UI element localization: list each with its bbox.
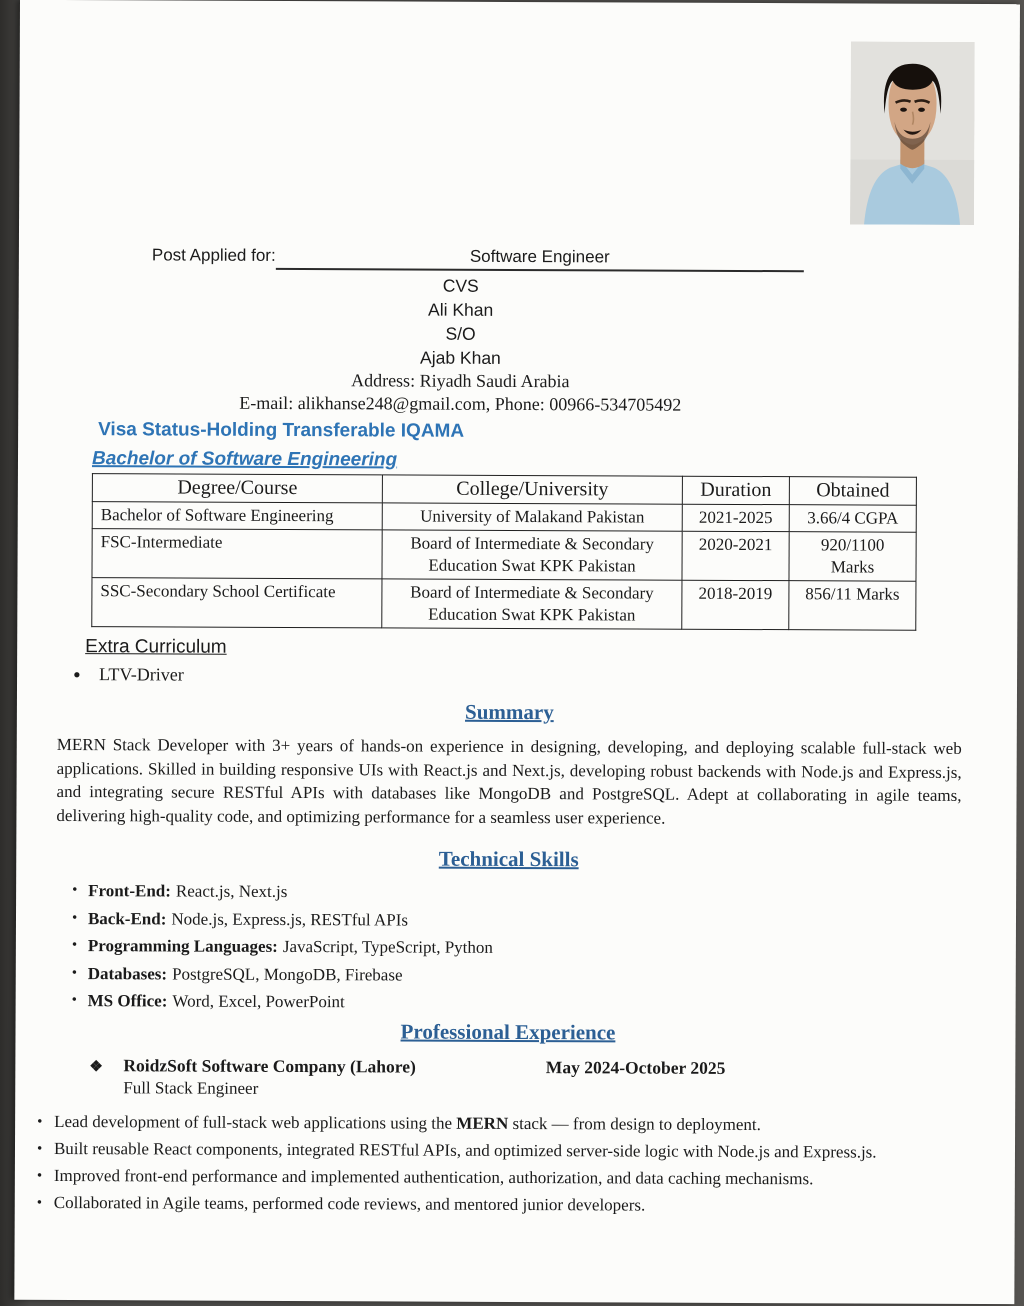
skill-value: JavaScript, TypeScript, Python: [282, 936, 493, 957]
extra-curriculum-title: Extra Curriculum: [85, 636, 227, 658]
resume-page: [14, 0, 1020, 1304]
skill-label: Databases:: [87, 963, 168, 983]
post-applied-label: Post Applied for:: [151, 245, 276, 265]
cell-degree: SSC-Secondary School Certificate: [92, 578, 382, 628]
table-row: [92, 529, 916, 582]
bullet-text: Improved front-end performance and implemented authentication, authorization, and data caching mechanisms.: [53, 1165, 814, 1188]
education-section-title: Bachelor of Software Engineering: [91, 448, 398, 471]
cell-degree: Bachelor of Software Engineering: [92, 502, 382, 530]
summary-heading: Summary: [465, 699, 554, 725]
cell-college: Board of Intermediate & Secondary Education Swat KPK Pakistan: [382, 579, 682, 629]
professional-experience-heading: Professional Experience: [400, 1018, 616, 1044]
cell-obtained: 3.66/4 CGPA: [789, 505, 916, 533]
experience-bullet: [37, 1163, 927, 1191]
skill-value: Word, Excel, PowerPoint: [172, 991, 345, 1012]
skill-value: Node.js, Express.js, RESTful APIs: [171, 908, 409, 930]
main-sections: [55, 698, 961, 1046]
experience-bullet: [37, 1136, 927, 1164]
col-college: College/University: [382, 475, 682, 504]
cell-degree: FSC-Intermediate: [92, 529, 382, 579]
applicant-photo: [850, 41, 975, 225]
bullet-text: Built reusable React components, integrated RESTful APIs, and optimized server-side logic with Node.js and Express.js.: [53, 1138, 877, 1162]
company-name: RoidzSoft Software Company (Lahore): [123, 1054, 416, 1077]
experience-company-row: [89, 1055, 725, 1079]
bullet-text: stack — from design to deployment.: [508, 1113, 761, 1134]
cell-college: University of Malakand Pakistan: [382, 503, 682, 531]
skill-item: [72, 990, 961, 1015]
skill-label: Back-End:: [87, 908, 167, 928]
skill-label: Front-End:: [88, 881, 171, 901]
cell-obtained: 856/11 Marks: [789, 581, 916, 631]
education-table: [91, 473, 917, 631]
table-row: [92, 578, 916, 631]
relation-label: S/O: [445, 323, 476, 344]
col-duration: Duration: [682, 476, 789, 504]
employment-dates: May 2024-October 2025: [545, 1056, 726, 1078]
skill-label: Programming Languages:: [87, 936, 278, 956]
skill-label: MS Office:: [87, 991, 168, 1011]
post-applied-line: [152, 244, 804, 272]
technical-skills-list: [72, 880, 962, 1015]
cell-college: Board of Intermediate & Secondary Education Swat KPK Pakistan: [382, 530, 682, 580]
col-degree: Degree/Course: [92, 474, 382, 503]
skill-item: [72, 935, 961, 960]
diamond-bullet-icon: ❖: [89, 1058, 103, 1075]
bullet-bold-text: MERN: [456, 1113, 509, 1133]
cell-duration: 2021-2025: [682, 504, 789, 531]
skill-value: PostgreSQL, MongoDB, Firebase: [172, 963, 403, 984]
identity-block: [18, 272, 903, 418]
contact-line: E-mail: alikhanse248@gmail.com, Phone: 00966-534705492: [239, 392, 682, 415]
education-header-row: [92, 474, 916, 506]
experience-bullet: [37, 1190, 927, 1218]
portrait-illustration: [850, 41, 975, 225]
address-line: Address: Riyadh Saudi Arabia: [351, 370, 570, 392]
skill-item: [72, 880, 961, 905]
bullet-text: Lead development of full-stack web applications using the: [54, 1111, 457, 1133]
visa-status-line: Visa Status-Holding Transferable IQAMA: [98, 419, 465, 442]
summary-paragraph: MERN Stack Developer with 3+ years of hands-on experience in designing, developing, and deploying scalable full-stack web applications. Skilled in building responsive UIs with React.js and Next.js, developing robust backends with Node.js and Express.js, and integrating secure RESTful APIs with databases like MongoDB and PostgreSQL. Adept at collaborating in agile teams, delivering high-quality code, and optimizing performance for a seamless user experience.: [56, 734, 962, 828]
skill-item: [72, 908, 961, 933]
applicant-name: Ali Khan: [428, 299, 494, 320]
bullet-text: Collaborated in Agile teams, performed code reviews, and mentored junior developers.: [53, 1192, 646, 1215]
skill-value: React.js, Next.js: [175, 881, 288, 901]
col-obtained: Obtained: [789, 477, 916, 506]
skill-item: [72, 963, 961, 988]
cell-duration: 2020-2021: [682, 531, 789, 580]
list-item: • LTV-Driver: [99, 664, 1017, 689]
cell-duration: 2018-2019: [682, 580, 789, 629]
father-name: Ajab Khan: [420, 347, 501, 368]
cvs-label: CVS: [442, 275, 479, 296]
experience-bullet: [37, 1109, 927, 1137]
extra-curriculum-list: [17, 664, 1017, 689]
cell-obtained: 920/1100 Marks: [789, 532, 916, 582]
experience-bullet-list: [37, 1109, 927, 1218]
job-title: Full Stack Engineer: [123, 1077, 259, 1098]
post-applied-value: Software Engineer: [276, 245, 804, 272]
technical-skills-heading: Technical Skills: [438, 846, 579, 872]
table-row: [92, 502, 916, 533]
